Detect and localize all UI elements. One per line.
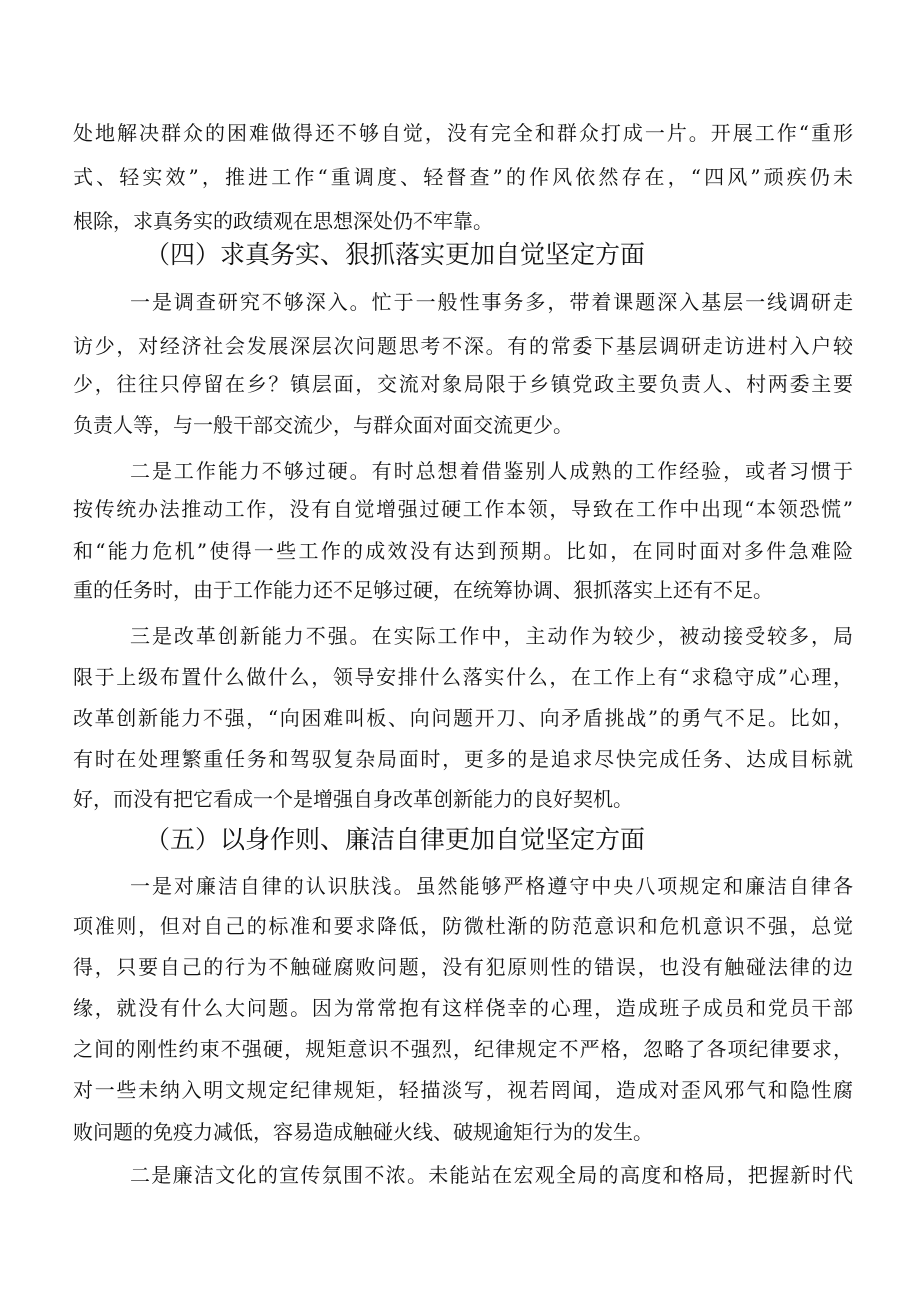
- paragraph-line: 败问题的免疫力减低，容易造成触碰火线、破规逾矩行为的发生。: [73, 1120, 653, 1144]
- paragraph-line: 二是廉洁文化的宣传氛围不浓。未能站在宏观全局的高度和格局，把握新时代: [130, 1163, 853, 1187]
- section-5-heading: （五）以身作则、廉洁自律更加自觉坚定方面: [145, 825, 646, 854]
- paragraph-line: 缘，就没有什么大问题。因为常常抱有这样侥幸的心理，造成班子成员和党员干部: [73, 996, 853, 1020]
- paragraph-line: 限于上级布置什么做什么，领导安排什么落实什么，在工作上有“求稳守成”心理，: [73, 665, 853, 689]
- paragraph-line: 二是工作能力不够过硬。有时总想着借鉴别人成熟的工作经验，或者习惯于: [130, 459, 853, 483]
- paragraph-line: 一是对廉洁自律的认识肤浅。虽然能够严格遵守中央八项规定和廉洁自律各: [130, 874, 853, 898]
- paragraph-line: 少，往往只停留在乡？镇层面，交流对象局限于乡镇党政主要负责人、村两委主要: [73, 372, 853, 396]
- intro-line: 式、轻实效”，推进工作“重调度、轻督查”的作风依然存在，“四风”顽疾仍未: [73, 165, 853, 189]
- paragraph-line: 之间的刚性约束不强硬，规矩意识不强烈，纪律规定不严格，忽略了各项纪律要求，: [73, 1037, 853, 1061]
- paragraph-line: 对一些未纳入明文规定纪律规矩，轻描淡写，视若罔闻，造成对歪风邪气和隐性腐: [73, 1078, 853, 1102]
- paragraph-line: 按传统办法推动工作，没有自觉增强过硬工作本领，导致在工作中出现“本领恐慌”: [73, 497, 853, 521]
- intro-line: 处地解决群众的困难做得还不够自觉，没有完全和群众打成一片。开展工作“重形: [73, 121, 853, 145]
- paragraph-line: 重的任务时，由于工作能力还不足够过硬，在统筹协调、狠抓落实上还有不足。: [73, 578, 773, 602]
- paragraph-line: 改革创新能力不强，“向困难叫板、向问题开刀、向矛盾挑战”的勇气不足。比如，: [73, 706, 853, 730]
- paragraph-line: 项准则，但对自己的标准和要求降低，防微杜渐的防范意识和危机意识不强，总觉: [73, 914, 853, 938]
- paragraph-line: 有时在处理繁重任务和驾驭复杂局面时，更多的是追求尽快完成任务、达成目标就: [73, 747, 853, 771]
- paragraph-line: 访少，对经济社会发展深层次问题思考不深。有的常委下基层调研走访进村入户较: [73, 334, 853, 358]
- section-4-heading: （四）求真务实、狠抓落实更加自觉坚定方面: [145, 240, 646, 269]
- paragraph-line: 三是改革创新能力不强。在实际工作中，主动作为较少，被动接受较多，局: [130, 624, 853, 648]
- paragraph-line: 和“能力危机”使得一些工作的成效没有达到预期。比如，在同时面对多件急难险: [73, 539, 853, 563]
- paragraph-line: 得，只要自己的行为不触碰腐败问题，没有犯原则性的错误，也没有触碰法律的边: [73, 955, 853, 979]
- intro-line: 根除，求真务实的政绩观在思想深处仍不牢靠。: [73, 209, 493, 233]
- paragraph-line: 一是调查研究不够深入。忙于一般性事务多，带着课题深入基层一线调研走: [130, 290, 853, 314]
- paragraph-line: 好，而没有把它看成一个是增强自身改革创新能力的良好契机。: [73, 787, 633, 811]
- paragraph-line: 负责人等，与一般干部交流少，与群众面对面交流更少。: [73, 413, 573, 437]
